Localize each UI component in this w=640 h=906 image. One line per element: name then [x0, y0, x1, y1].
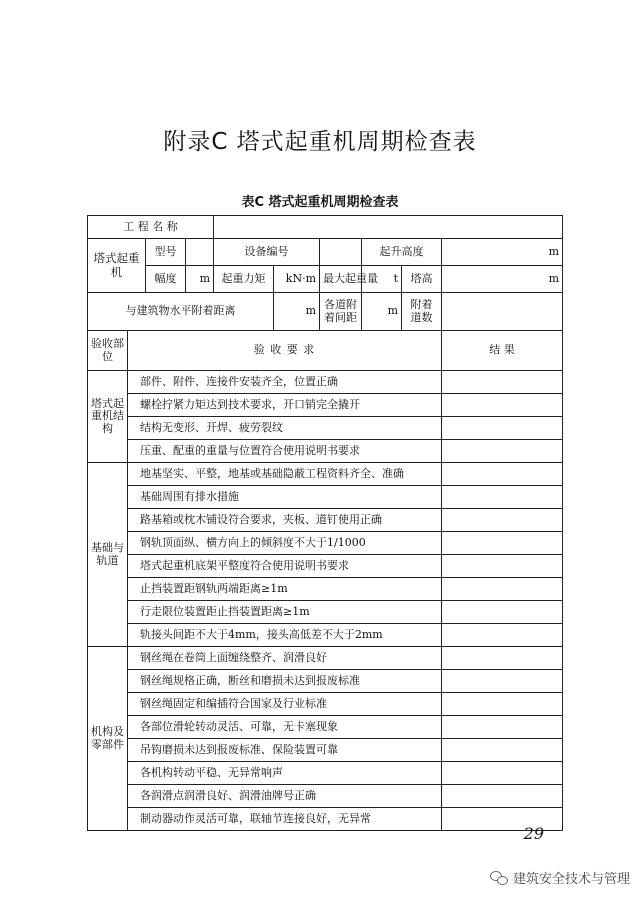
inspection-table	[87, 215, 563, 831]
result-cell[interactable]	[442, 463, 563, 486]
result-cell[interactable]	[442, 486, 563, 509]
result-cell[interactable]	[442, 578, 563, 601]
table-row	[88, 601, 563, 624]
watermark-text: 建筑安全技术与管理	[512, 872, 630, 887]
model-label: 型号	[146, 239, 186, 266]
result-header: 结 果	[442, 331, 563, 371]
wechat-icon	[490, 871, 508, 885]
crane-row-1	[88, 239, 563, 266]
requirement-cell: 地基坚实、平整，地基或基础隐蔽工程资料齐全、准确	[128, 463, 442, 486]
result-cell[interactable]	[442, 555, 563, 578]
table-row	[88, 578, 563, 601]
table-row	[88, 394, 563, 417]
result-cell[interactable]	[442, 532, 563, 555]
lift-height-label: 起升高度	[362, 239, 442, 266]
tower-height-label: 塔高	[402, 266, 442, 293]
requirement-cell: 塔式起重机底架平整度符合使用说明书要求	[128, 555, 442, 578]
part-header: 验收部位	[88, 331, 128, 371]
result-cell[interactable]	[442, 670, 563, 693]
crane-row-2	[88, 266, 563, 293]
table-row	[88, 463, 563, 486]
crane-label: 塔式起重机	[88, 239, 146, 293]
attach-spacing-unit: m	[387, 304, 398, 318]
requirement-cell: 钢丝绳固定和编插符合国家及行业标准	[128, 693, 442, 716]
table-row	[88, 647, 563, 670]
torque-label: 起重力矩	[214, 266, 274, 293]
requirement-cell: 部件、附件、连接件安装齐全，位置正确	[128, 371, 442, 394]
requirement-cell: 轨接头间距不大于4mm，接头高低差不大于2mm	[128, 624, 442, 647]
requirement-cell: 钢丝绳在卷筒上面缠绕整齐、润滑良好	[128, 647, 442, 670]
requirement-cell: 压重、配重的重量与位置符合使用说明书要求	[128, 440, 442, 463]
table-row	[88, 555, 563, 578]
result-cell[interactable]	[442, 371, 563, 394]
max-load-unit: t	[393, 271, 398, 285]
result-cell[interactable]	[442, 509, 563, 532]
requirement-cell: 螺栓拧紧力矩达到技术要求，开口销完全撬开	[128, 394, 442, 417]
attach-count-value[interactable]	[442, 293, 563, 331]
table-row	[88, 532, 563, 555]
device-no-label: 设备编号	[214, 239, 320, 266]
result-cell[interactable]	[442, 785, 563, 808]
part-cell: 机构及零部件	[88, 647, 128, 831]
project-name-label: 工 程 名 称	[88, 216, 214, 239]
lift-height-value[interactable]	[442, 239, 563, 266]
requirement-cell: 各部位滑轮转动灵活、可靠，无卡塞现象	[128, 716, 442, 739]
table-row	[88, 739, 563, 762]
column-header-row	[88, 331, 563, 371]
torque-value[interactable]	[274, 266, 320, 293]
part-cell: 塔式起重机结构	[88, 371, 128, 463]
requirement-cell: 各润滑点润滑良好、润滑油牌号正确	[128, 785, 442, 808]
result-cell[interactable]	[442, 417, 563, 440]
table-row	[88, 670, 563, 693]
result-cell[interactable]	[442, 624, 563, 647]
device-no-value[interactable]	[320, 239, 362, 266]
table-row	[88, 486, 563, 509]
project-name-value[interactable]	[214, 216, 563, 239]
result-cell[interactable]	[442, 394, 563, 417]
requirement-cell: 制动器动作灵活可靠，联轴节连接良好，无异常	[128, 808, 442, 831]
torque-unit: kN·m	[285, 271, 316, 285]
table-row	[88, 808, 563, 831]
lift-height-unit: m	[548, 244, 559, 258]
table-title: 表C 塔式起重机周期检查表	[241, 195, 399, 210]
result-cell[interactable]	[442, 601, 563, 624]
table-row	[88, 693, 563, 716]
attach-distance-label: 与建筑物水平附着距离	[88, 293, 274, 331]
attach-distance-value[interactable]	[274, 293, 320, 331]
requirement-cell: 钢轨顶面纵、横方向上的倾斜度不大于1/1000	[128, 532, 442, 555]
attach-distance-unit: m	[305, 304, 316, 318]
table-row	[88, 417, 563, 440]
table-row	[88, 716, 563, 739]
watermark	[490, 868, 630, 887]
table-row	[88, 509, 563, 532]
max-load-label: 最大起重量	[320, 266, 362, 293]
requirement-cell: 基础周围有排水措施	[128, 486, 442, 509]
table-row	[88, 440, 563, 463]
amplitude-unit: m	[199, 271, 210, 285]
attachment-row	[88, 293, 563, 331]
table-row	[88, 624, 563, 647]
attach-count-label: 附着道数	[402, 293, 442, 331]
requirement-cell: 行走限位装置距止挡装置距离≥1m	[128, 601, 442, 624]
result-cell[interactable]	[442, 808, 563, 831]
result-cell[interactable]	[442, 739, 563, 762]
result-cell[interactable]	[442, 762, 563, 785]
tower-height-value[interactable]	[442, 266, 563, 293]
table-row	[88, 371, 563, 394]
attach-spacing-label: 各道附着间距	[320, 293, 362, 331]
result-cell[interactable]	[442, 440, 563, 463]
requirement-cell: 止挡装置距钢轨两端距离≥1m	[128, 578, 442, 601]
requirement-cell: 各机构转动平稳、无异常响声	[128, 762, 442, 785]
appendix-title: 附录C 塔式起重机周期检查表	[163, 129, 477, 155]
table-row	[88, 785, 563, 808]
result-cell[interactable]	[442, 693, 563, 716]
requirement-cell: 路基箱或枕木铺设符合要求，夹板、道钉使用正确	[128, 509, 442, 532]
requirement-header: 验 收 要 求	[128, 331, 442, 371]
result-cell[interactable]	[442, 647, 563, 670]
table-row	[88, 762, 563, 785]
model-value[interactable]	[186, 239, 214, 266]
part-cell: 基础与轨道	[88, 463, 128, 647]
result-cell[interactable]	[442, 716, 563, 739]
requirement-cell: 钢丝绳规格正确，断丝和磨损未达到报废标准	[128, 670, 442, 693]
project-name-row	[88, 216, 563, 239]
attach-spacing-value[interactable]	[362, 293, 402, 331]
requirement-cell: 吊钩磨损未达到报废标准、保险装置可靠	[128, 739, 442, 762]
requirement-cell: 结构无变形、开焊、疲劳裂纹	[128, 417, 442, 440]
amplitude-label: 幅度	[146, 266, 186, 293]
amplitude-value[interactable]	[186, 266, 214, 293]
page-number: 29	[523, 824, 544, 843]
tower-height-unit: m	[548, 271, 559, 285]
